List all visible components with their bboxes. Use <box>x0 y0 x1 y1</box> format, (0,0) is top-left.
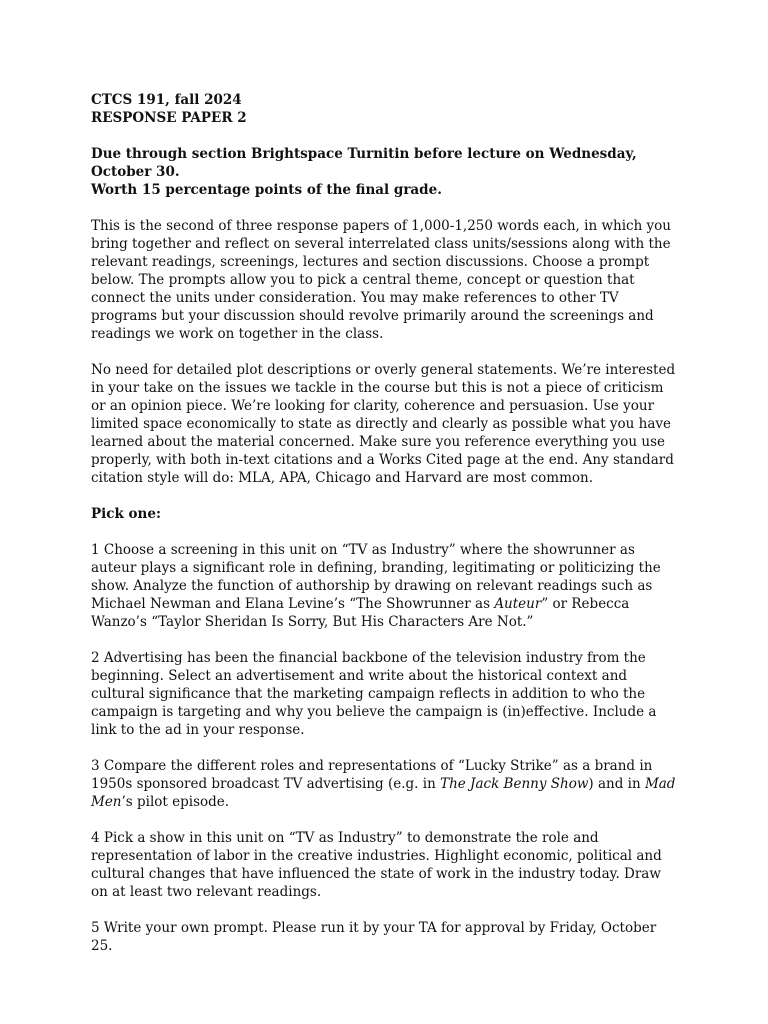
pick-one-label: Pick one: <box>91 506 161 522</box>
prompt-3-italic-show: The Jack Benny Show <box>440 776 589 792</box>
prompt-1-italic: Auteur <box>494 596 542 612</box>
due-date-line: Due through section Brightspace Turnitin before lecture on Wednesday, October 30. <box>91 146 637 180</box>
prompt-3-italic-series: Mad Men <box>91 776 676 810</box>
prompt-4: 4 Pick a show in this unit on “TV as Industry” to demonstrate the role and representation of labor in the creative industries. Highlight economic, political and cultural changes that have influenced the state of work in the industry today. Draw on at least two relevant readings. <box>91 830 662 900</box>
prompt-2: 2 Advertising has been the financial backbone of the television industry from the beginning. Select an advertisement and write about the historical context and cultural significance that the marketing campaign reflects in addition to who the campaign is targeting and why you believe the campaign is (in)effective. Include a link to the ad in your response. <box>91 650 657 738</box>
prompt-3-text: 3 Compare the different roles and representations of “Lucky Strike” as a brand in 1950s sponsored broadcast TV advertising (e.g. in <box>91 758 653 792</box>
grade-weight-line: Worth 15 percentage points of the final grade. <box>91 182 442 198</box>
due-notice <box>91 145 681 199</box>
assignment-title: RESPONSE PAPER 2 <box>91 110 247 126</box>
prompt-3-text-middle: ) and in <box>588 776 645 792</box>
guidance-paragraph: No need for detailed plot descriptions or overly general statements. We’re interested in your take on the issues we tackle in the course but this is not a piece of criticism or an opinion piece. We’re looking for clarity, coherence and persuasion. Use your limited space economically to state as directly and clearly as possible what you have learned about the material concerned. Make sure you reference everything you use properly, with both in-text citations and a Works Cited page at the end. Any standard citation style will do: MLA, APA, Chicago and Harvard are most common. <box>91 362 676 486</box>
prompt-1-text: 1 Choose a screening in this unit on “TV as Industry” where the showrunner as auteur plays a significant role in defining, branding, legitimating or politicizing the show. Analyze the function of authorship by drawing on relevant readings such as Michael Newman and Elana Levine’s “The Showrunner as <box>91 542 661 612</box>
prompt-3-text-end: ’s pilot episode. <box>121 794 230 810</box>
prompt-1-text-end: ” or Rebecca Wanzo’s “Taylor Sheridan Is Sorry, But His Characters Are Not.” <box>91 596 630 630</box>
document-header <box>91 91 681 127</box>
prompt-5: 5 Write your own prompt. Please run it by your TA for approval by Friday, October 25. <box>91 920 657 954</box>
course-title: CTCS 191, fall 2024 <box>91 92 242 108</box>
prompt-3 <box>91 757 681 811</box>
intro-paragraph: This is the second of three response papers of 1,000-1,250 words each, in which you bring together and reflect on several interrelated class units/sessions along with the relevant readings, screenings, lectures and section discussions. Choose a prompt below. The prompts allow you to pick a central theme, concept or question that connect the units under consideration. You may make references to other TV programs but your discussion should revolve primarily around the screenings and readings we work on together in the class. <box>91 218 672 342</box>
prompt-1 <box>91 541 681 631</box>
document-page <box>91 91 681 973</box>
